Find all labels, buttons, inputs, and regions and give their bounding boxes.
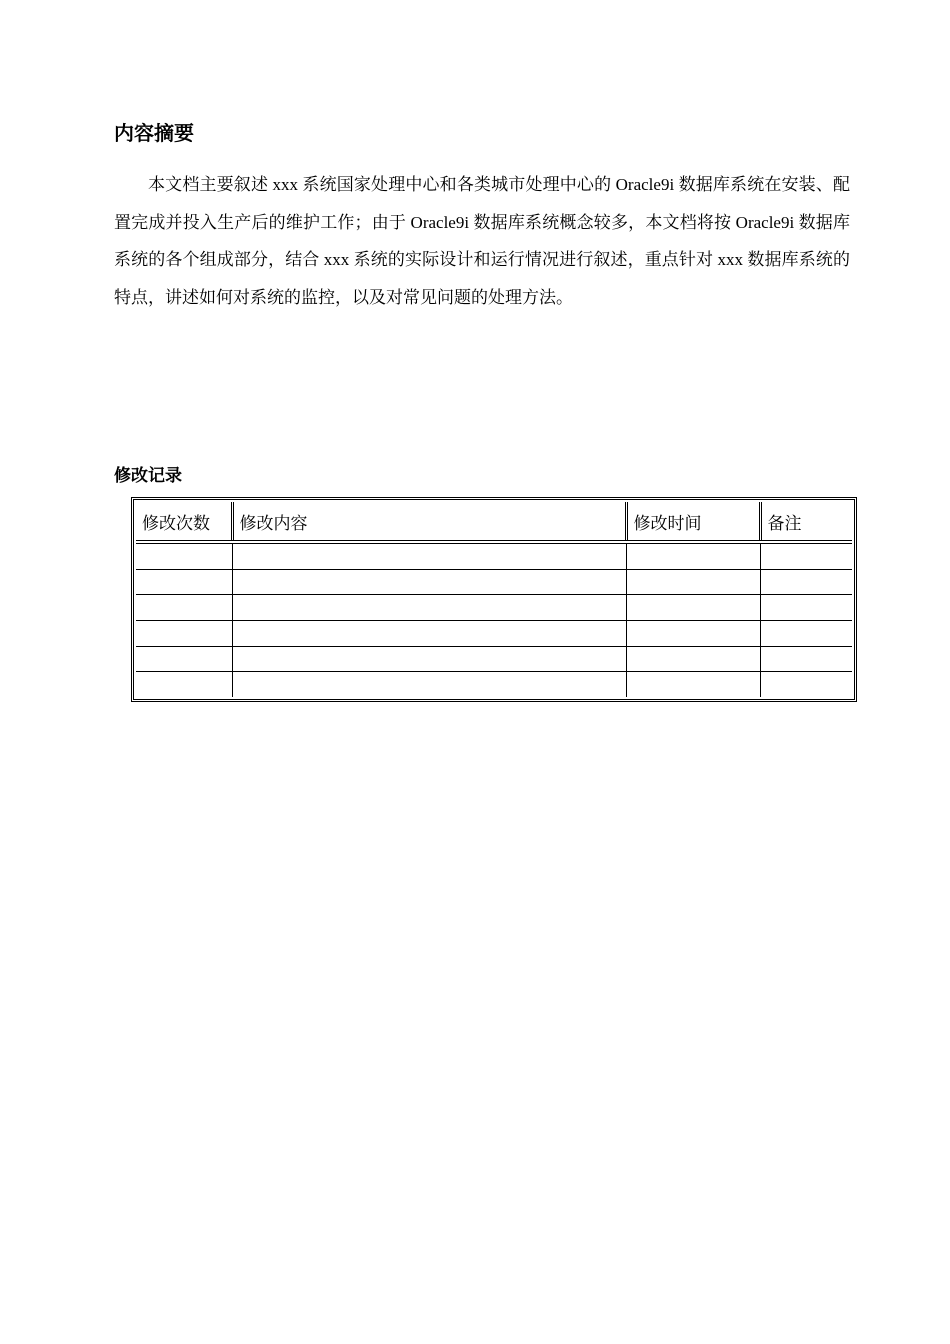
table-cell <box>760 595 852 621</box>
table-cell <box>760 646 852 672</box>
summary-heading: 内容摘要 <box>114 121 194 145</box>
table-cell <box>626 569 760 595</box>
table-cell <box>626 621 760 647</box>
table-cell <box>232 621 626 647</box>
summary-paragraph: 本文档主要叙述 xxx 系统国家处理中心和各类城市处理中心的 Oracle9i 数据库系统在安装、配置完成并投入生产后的维护工作；由于 Oracle9i 数据库系统概念较多，本文档将按 Oracle9i 数据库系统的各个组成部分，结合 xxx 系统的实际设计和运行情况进行叙述，重点针对 xxx 数据库系统的特点，讲述如何对系统的监控，以及对常见问题的处理方法。 <box>114 175 850 307</box>
table-row <box>136 672 852 697</box>
table-cell <box>626 542 760 569</box>
table-row <box>136 646 852 672</box>
table-row <box>136 569 852 595</box>
table-cell <box>626 595 760 621</box>
table-cell <box>136 621 232 647</box>
table-cell <box>232 595 626 621</box>
column-header-revision-content: 修改内容 <box>232 502 626 542</box>
table-header-row <box>136 502 852 542</box>
table-cell <box>232 542 626 569</box>
table-cell <box>136 672 232 697</box>
table-row <box>136 621 852 647</box>
table-cell <box>760 621 852 647</box>
table-cell <box>232 672 626 697</box>
table-cell <box>760 672 852 697</box>
revision-record-heading: 修改记录 <box>114 466 182 486</box>
table-cell <box>232 646 626 672</box>
table-row <box>136 542 852 569</box>
table-cell <box>232 569 626 595</box>
table-cell <box>136 542 232 569</box>
column-header-remarks: 备注 <box>760 502 852 542</box>
table-cell <box>760 542 852 569</box>
column-header-revision-count: 修改次数 <box>136 502 232 542</box>
table-cell <box>626 646 760 672</box>
table-cell <box>136 646 232 672</box>
revision-record-table-frame <box>131 497 857 702</box>
table-row <box>136 595 852 621</box>
revision-record-table <box>136 502 852 697</box>
table-cell <box>136 569 232 595</box>
table-cell <box>760 569 852 595</box>
table-cell <box>626 672 760 697</box>
column-header-revision-time: 修改时间 <box>626 502 760 542</box>
table-cell <box>136 595 232 621</box>
